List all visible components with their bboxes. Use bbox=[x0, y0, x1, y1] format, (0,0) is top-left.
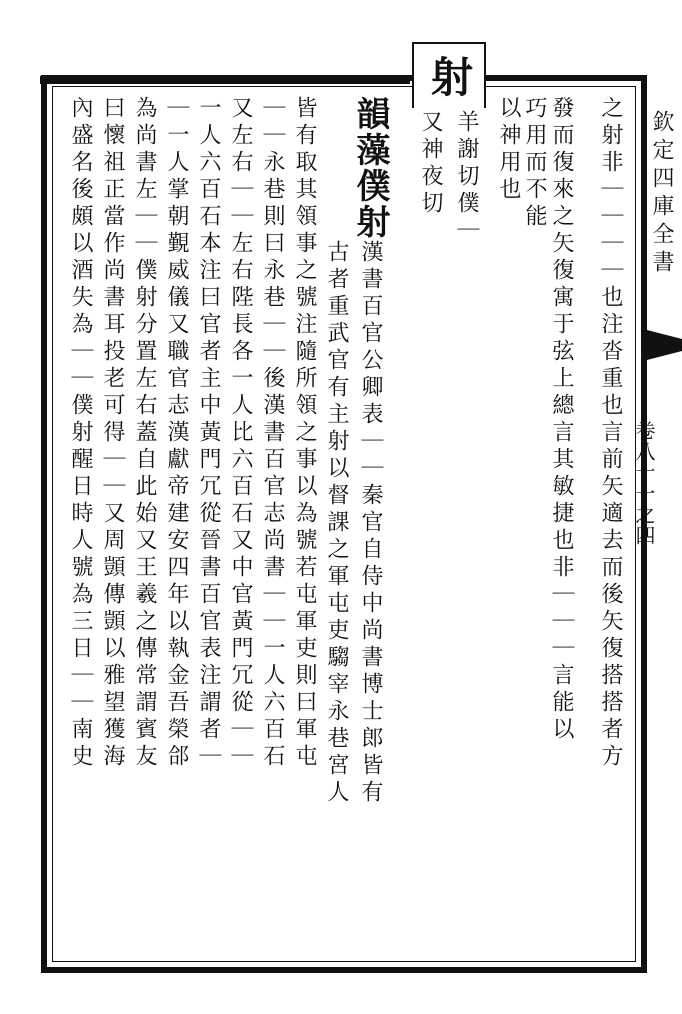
headword-citation: 漢書百官公卿表｜｜秦官自侍中尚書博士郎皆有 bbox=[358, 240, 383, 807]
text-column-8: 古者重武官有主射以督課之軍屯吏騶宰永巷宮人 bbox=[324, 240, 349, 807]
text-column-12: 一人六百石本注曰官者主中黃門冗從晉書百官表注謂者｜ bbox=[196, 96, 221, 771]
fishtail-mark bbox=[647, 330, 682, 360]
text-column-13: ｜一人掌朝覲威儀又職官志漢獻帝建安四年以執金吾榮郃 bbox=[164, 96, 189, 771]
text-column-5: 羊謝切僕｜ bbox=[454, 110, 479, 245]
title-box bbox=[412, 42, 486, 108]
text-column-1: 之射非｜｜｜｜也注沓重也言前矢適去而後矢復搭搭者方 bbox=[598, 96, 623, 771]
text-column-14: 為尚書左｜｜僕射分置左右蓋自此始又王羲之傳常謂賓友 bbox=[132, 96, 157, 771]
volume-label: 卷八十一之四 bbox=[632, 420, 656, 546]
margin-title: 欽定四庫全書 bbox=[649, 110, 674, 278]
text-column-3: 巧用而不能 bbox=[522, 96, 547, 231]
title-character: 射 bbox=[425, 55, 474, 97]
headword: 韻藻僕射 bbox=[350, 96, 390, 240]
text-column-15: 曰懷祖正當作尚書耳投老可得｜｜又周顗傳顗以雅望獲海 bbox=[100, 96, 125, 771]
text-column-10: ｜｜永巷則曰永巷｜｜後漢書百官志尚書｜｜一人六百石 bbox=[260, 96, 285, 771]
headword-column bbox=[350, 96, 390, 807]
text-column-11: 又左右｜｜左右陛長各一人比六百石又中官黃門冗從｜｜ bbox=[228, 96, 253, 771]
text-column-9: 皆有取其領事之號注隨所領之事以為號若屯軍吏則曰軍屯 bbox=[292, 96, 317, 771]
text-column-16: 內盛名後頗以酒失為｜｜僕射醒日時人號為三日｜｜南史 bbox=[68, 96, 93, 771]
text-column-6: 又神夜切 bbox=[418, 110, 443, 218]
text-column-2: 發而復來之矢復寓于弦上總言其敏捷也非｜｜｜言能以 bbox=[549, 96, 574, 744]
text-column-4: 以神用也 bbox=[496, 96, 521, 204]
